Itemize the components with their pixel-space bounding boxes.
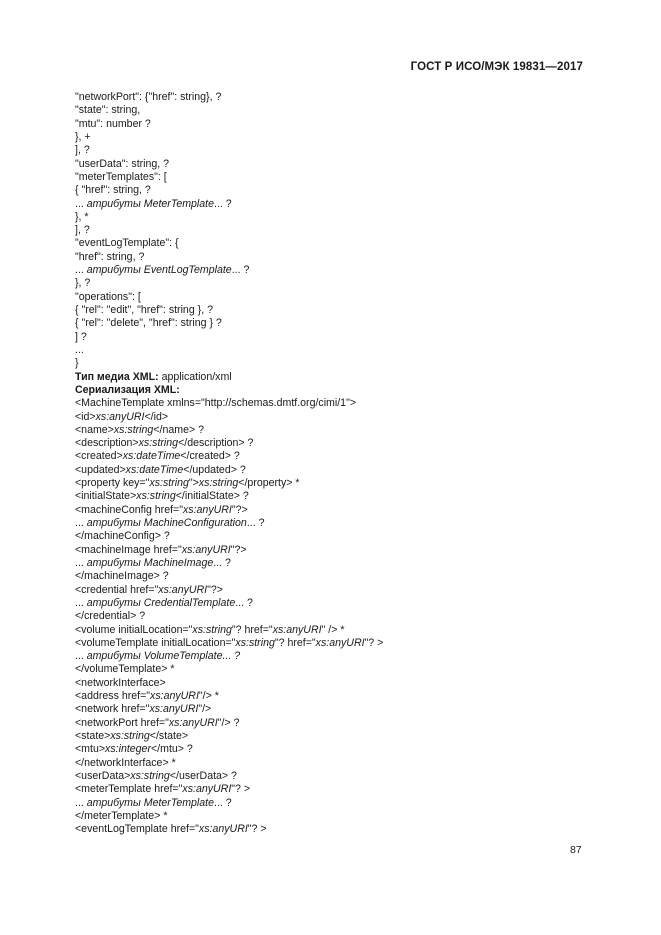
- text-segment: "/> *: [198, 690, 219, 703]
- text-segment: </state>: [149, 730, 189, 742]
- text-segment: <networkInterface>: [75, 676, 166, 689]
- text-segment: </id>: [144, 410, 169, 423]
- text-line: [75, 650, 595, 663]
- text-line: [75, 570, 595, 583]
- text-segment: "meterTemplates": [: [75, 170, 167, 183]
- italic-text: xs:string: [149, 477, 189, 490]
- text-line: [75, 371, 595, 384]
- text-line: [75, 584, 595, 597]
- text-segment: </created> ?: [180, 450, 240, 463]
- text-segment: ... ?: [214, 796, 232, 809]
- text-segment: "? >: [364, 636, 384, 649]
- text-segment: "?>: [207, 583, 223, 596]
- text-segment: <MachineTemplate xmlns="http://schemas.dmtf.org/cimi/1">: [75, 397, 357, 410]
- text-line: [75, 450, 595, 463]
- text-line: [75, 530, 595, 543]
- text-line: [75, 637, 595, 650]
- text-segment: "state": string,: [75, 104, 141, 117]
- text-line: [75, 384, 595, 397]
- text-segment: }, +: [75, 130, 91, 143]
- text-line: [75, 344, 595, 357]
- text-segment: "userData": string, ?: [75, 157, 170, 170]
- text-line: [75, 144, 595, 157]
- text-line: [75, 171, 595, 184]
- text-segment: <meterTemplate href=": [75, 783, 183, 796]
- italic-text: xs:dateTime: [122, 450, 181, 463]
- text-line: [75, 490, 595, 503]
- text-segment: <networkPort href=": [75, 716, 169, 729]
- italic-text: xs:anyURI: [198, 823, 248, 836]
- bold-label: Сериализация XML:: [75, 383, 180, 396]
- text-line: [75, 504, 595, 517]
- text-segment: ...: [75, 343, 84, 356]
- document-body: [75, 91, 595, 837]
- text-segment: <credential href=": [75, 583, 159, 596]
- text-segment: <volume initialLocation=": [75, 623, 193, 636]
- text-segment: "/> ?: [217, 716, 240, 729]
- italic-text: xs:string: [130, 769, 170, 782]
- text-line: [75, 797, 595, 810]
- text-line: [75, 823, 595, 836]
- text-segment: <description>: [75, 437, 139, 450]
- italic-text: xs:anyURI: [158, 583, 208, 596]
- text-line: [75, 131, 595, 144]
- text-line: [75, 557, 595, 570]
- text-line: [75, 424, 595, 437]
- text-segment: <userData>: [75, 769, 131, 782]
- text-segment: ...: [75, 264, 87, 277]
- text-segment: </machineImage> ?: [75, 570, 169, 583]
- text-line: [75, 237, 595, 250]
- text-segment: { "rel": "delete", "href": string } ?: [75, 317, 222, 330]
- text-line: [75, 291, 595, 304]
- italic-text: xs:integer: [105, 743, 151, 756]
- text-line: [75, 304, 595, 317]
- page-number: 87: [570, 844, 582, 856]
- text-line: [75, 624, 595, 637]
- italic-text: xs:anyURI: [315, 636, 365, 649]
- italic-text: xs:anyURI: [182, 783, 232, 796]
- text-segment: "mtu": number ?: [75, 117, 151, 130]
- text-line: [75, 264, 595, 277]
- text-line: [75, 277, 595, 290]
- italic-text: атрибуты VolumeTemplate... ?: [86, 650, 241, 663]
- text-segment: "networkPort": {"href": string}, ?: [75, 91, 222, 103]
- text-segment: ], ?: [75, 144, 90, 157]
- italic-text: xs:anyURI: [272, 623, 322, 636]
- text-line: [75, 757, 595, 770]
- text-segment: "operations": [: [75, 290, 141, 303]
- text-segment: "?>: [230, 543, 247, 556]
- text-segment: <property key=": [75, 477, 150, 490]
- text-segment: </machineConfig> ?: [75, 530, 170, 543]
- text-segment: "? href=": [274, 636, 316, 649]
- italic-text: xs:string: [136, 490, 176, 503]
- italic-text: атрибуты MachineConfiguration: [86, 517, 247, 529]
- text-line: [75, 158, 595, 171]
- text-line: [75, 770, 595, 783]
- text-segment: </initialState> ?: [175, 490, 249, 503]
- text-segment: ...: [75, 197, 87, 210]
- text-segment: "/>: [198, 703, 212, 716]
- text-line: [75, 677, 595, 690]
- italic-text: xs:string: [235, 636, 275, 649]
- italic-text: атрибуты MachineImage: [86, 556, 214, 569]
- italic-text: атрибуты CredentialTemplate: [86, 596, 236, 609]
- text-segment: }, ?: [75, 277, 91, 290]
- italic-text: xs:anyURI: [95, 410, 145, 423]
- text-segment: ...: [75, 596, 87, 609]
- text-segment: { "rel": "edit", "href": string }, ?: [75, 304, 213, 316]
- italic-text: атрибуты EventLogTemplate: [86, 264, 232, 277]
- document-standard-header: ГОСТ Р ИСО/МЭК 19831—2017: [410, 61, 583, 73]
- text-segment: ...: [75, 796, 87, 809]
- text-segment: <updated>: [75, 463, 126, 476]
- text-segment: "?>: [231, 503, 248, 516]
- text-segment: application/xml: [158, 370, 232, 383]
- text-segment: { "href": string, ?: [75, 184, 151, 197]
- text-line: [75, 104, 595, 117]
- text-line: [75, 597, 595, 610]
- italic-text: xs:dateTime: [125, 463, 184, 476]
- text-line: [75, 397, 595, 410]
- text-line: [75, 743, 595, 756]
- text-segment: }: [75, 357, 79, 370]
- text-segment: </volumeTemplate> *: [75, 663, 175, 676]
- italic-text: xs:anyURI: [181, 543, 231, 556]
- text-line: [75, 717, 595, 730]
- text-segment: <address href=": [75, 690, 151, 703]
- text-line: [75, 331, 595, 344]
- text-line: [75, 91, 595, 104]
- italic-text: xs:anyURI: [150, 690, 199, 703]
- text-line: [75, 477, 595, 490]
- text-line: [75, 357, 595, 370]
- italic-text: xs:string: [192, 623, 232, 636]
- italic-text: xs:string: [198, 477, 239, 490]
- text-line: [75, 211, 595, 224]
- text-segment: ... ?: [214, 197, 232, 210]
- text-segment: " /> *: [321, 623, 345, 636]
- text-segment: <name>: [75, 423, 114, 436]
- text-segment: <initialState>: [75, 490, 137, 503]
- text-line: [75, 198, 595, 211]
- text-segment: </mtu> ?: [150, 743, 193, 756]
- italic-text: xs:anyURI: [168, 716, 218, 729]
- text-line: [75, 690, 595, 703]
- text-segment: "? >: [247, 823, 267, 836]
- text-segment: ... ?: [235, 596, 253, 609]
- italic-text: атрибуты MeterTemplate: [86, 796, 215, 809]
- text-segment: ">: [188, 477, 199, 490]
- italic-text: xs:string: [110, 730, 150, 742]
- italic-text: xs:anyURI: [149, 703, 199, 716]
- bold-label: Тип медиа XML:: [75, 370, 159, 383]
- text-segment: "href": string, ?: [75, 250, 145, 263]
- text-line: [75, 317, 595, 330]
- text-segment: </meterTemplate> *: [75, 809, 168, 822]
- text-segment: ] ?: [75, 330, 87, 343]
- text-segment: <machineConfig href=": [75, 503, 183, 516]
- text-segment: }, *: [75, 210, 89, 223]
- text-line: [75, 437, 595, 450]
- text-segment: </name> ?: [153, 423, 204, 436]
- text-segment: ], ?: [75, 224, 90, 237]
- text-line: [75, 610, 595, 623]
- text-line: [75, 663, 595, 676]
- text-segment: <created>: [75, 450, 123, 463]
- italic-text: xs:anyURI: [183, 503, 232, 516]
- text-line: [75, 810, 595, 823]
- text-segment: ...: [75, 517, 87, 529]
- italic-text: xs:string: [113, 423, 154, 436]
- text-segment: </description> ?: [178, 437, 254, 450]
- text-line: [75, 464, 595, 477]
- text-segment: ...: [75, 556, 87, 569]
- text-segment: <volumeTemplate initialLocation=": [75, 636, 236, 649]
- text-segment: </property> *: [238, 477, 300, 490]
- text-segment: ... ?: [246, 517, 265, 529]
- text-line: [75, 251, 595, 264]
- text-segment: <mtu>: [75, 743, 106, 756]
- italic-text: атрибуты MeterTemplate: [86, 197, 215, 210]
- text-line: [75, 118, 595, 131]
- text-line: [75, 184, 595, 197]
- text-segment: ...: [75, 650, 87, 663]
- text-segment: "eventLogTemplate": {: [75, 237, 179, 250]
- text-line: [75, 783, 595, 796]
- text-segment: ... ?: [213, 556, 231, 569]
- text-segment: <machineImage href=": [75, 543, 182, 556]
- text-line: [75, 730, 595, 743]
- text-segment: <state>: [75, 730, 111, 742]
- text-segment: </credential> ?: [75, 610, 146, 623]
- text-line: [75, 703, 595, 716]
- text-line: [75, 224, 595, 237]
- text-line: [75, 544, 595, 557]
- text-segment: "? >: [231, 783, 251, 796]
- text-segment: </userData> ?: [169, 769, 237, 782]
- text-segment: <network href=": [75, 703, 150, 716]
- text-segment: </networkInterface> *: [75, 756, 176, 769]
- text-segment: <id>: [75, 410, 96, 423]
- text-segment: "? href=": [231, 623, 273, 636]
- text-line: [75, 517, 595, 530]
- italic-text: xs:string: [138, 437, 179, 450]
- text-segment: <eventLogTemplate href=": [75, 823, 199, 836]
- text-segment: </updated> ?: [183, 463, 246, 476]
- text-segment: ... ?: [231, 264, 250, 277]
- text-line: [75, 411, 595, 424]
